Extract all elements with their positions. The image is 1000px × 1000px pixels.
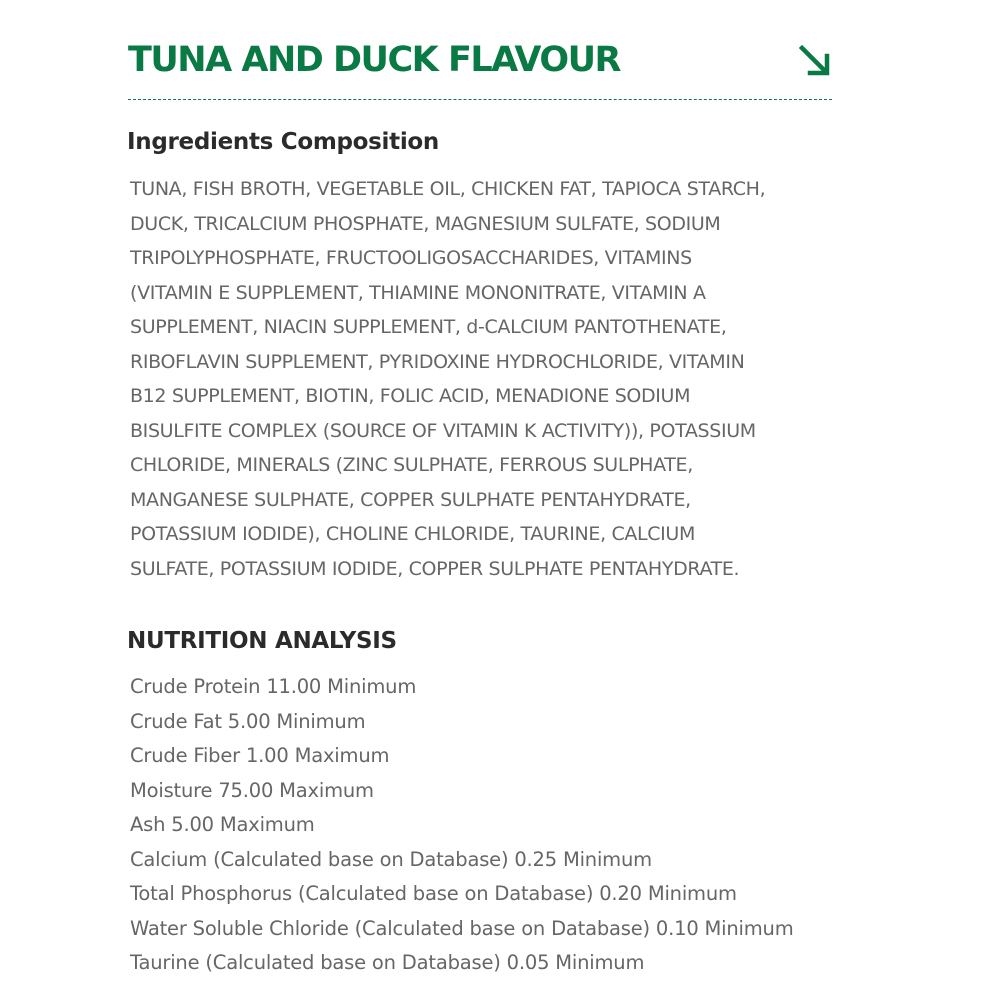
nutrition-item: Calcium (Calculated base on Database) 0.25 Minimum bbox=[130, 847, 652, 871]
ingredients-line: MANGANESE SULPHATE, COPPER SULPHATE PENTAHYDRATE, bbox=[130, 488, 691, 511]
ingredients-line: SUPPLEMENT, NIACIN SUPPLEMENT, d-CALCIUM PANTOTHENATE, bbox=[130, 316, 727, 338]
header bbox=[128, 36, 832, 102]
nutrition-item: Water Soluble Chloride (Calculated base on Database) 0.10 Minimum bbox=[130, 916, 794, 940]
nutrition-item: Crude Protein 11.00 Minimum bbox=[130, 675, 417, 698]
ingredients-line: TRIPOLYPHOSPHATE, FRUCTOOLIGOSACCHARIDES, VITAMINS bbox=[130, 247, 692, 269]
nutrition-item: Crude Fiber 1.00 Maximum bbox=[130, 744, 390, 767]
page-title: TUNA AND DUCK FLAVOUR bbox=[128, 40, 620, 80]
arrow-down-right-icon bbox=[798, 44, 832, 78]
nutrition-heading: NUTRITION ANALYSIS bbox=[127, 628, 397, 654]
nutrition-item: Crude Fat 5.00 Minimum bbox=[130, 709, 366, 733]
ingredients-line: CHLORIDE, MINERALS (ZINC SULPHATE, FERROUS SULPHATE, bbox=[130, 454, 693, 476]
ingredients-heading: Ingredients Composition bbox=[127, 129, 439, 155]
dashed-divider bbox=[128, 99, 832, 100]
nutrition-item: Ash 5.00 Maximum bbox=[130, 813, 315, 836]
ingredients-line: DUCK, TRICALCIUM PHOSPHATE, MAGNESIUM SULFATE, SODIUM bbox=[130, 212, 721, 235]
nutrition-item: Moisture 75.00 Maximum bbox=[130, 778, 374, 802]
nutrition-item: Taurine (Calculated base on Database) 0.05 Minimum bbox=[130, 951, 645, 974]
nutrition-item: Total Phosphorus (Calculated base on Database) 0.20 Minimum bbox=[130, 882, 737, 905]
ingredients-line: B12 SUPPLEMENT, BIOTIN, FOLIC ACID, MENADIONE SODIUM bbox=[130, 385, 691, 407]
nutrition-list bbox=[130, 670, 794, 981]
ingredients-text bbox=[130, 172, 830, 586]
ingredients-line: RIBOFLAVIN SUPPLEMENT, PYRIDOXINE HYDROCHLORIDE, VITAMIN bbox=[130, 350, 745, 373]
ingredients-line: TUNA, FISH BROTH, VEGETABLE OIL, CHICKEN FAT, TAPIOCA STARCH, bbox=[130, 178, 766, 200]
ingredients-line: BISULFITE COMPLEX (SOURCE OF VITAMIN K ACTIVITY)), POTASSIUM bbox=[130, 419, 756, 442]
ingredients-line: SULFATE, POTASSIUM IODIDE, COPPER SULPHATE PENTAHYDRATE. bbox=[130, 557, 740, 580]
ingredients-line: POTASSIUM IODIDE), CHOLINE CHLORIDE, TAURINE, CALCIUM bbox=[130, 523, 696, 545]
ingredients-line: (VITAMIN E SUPPLEMENT, THIAMINE MONONITRATE, VITAMIN A bbox=[130, 281, 706, 304]
